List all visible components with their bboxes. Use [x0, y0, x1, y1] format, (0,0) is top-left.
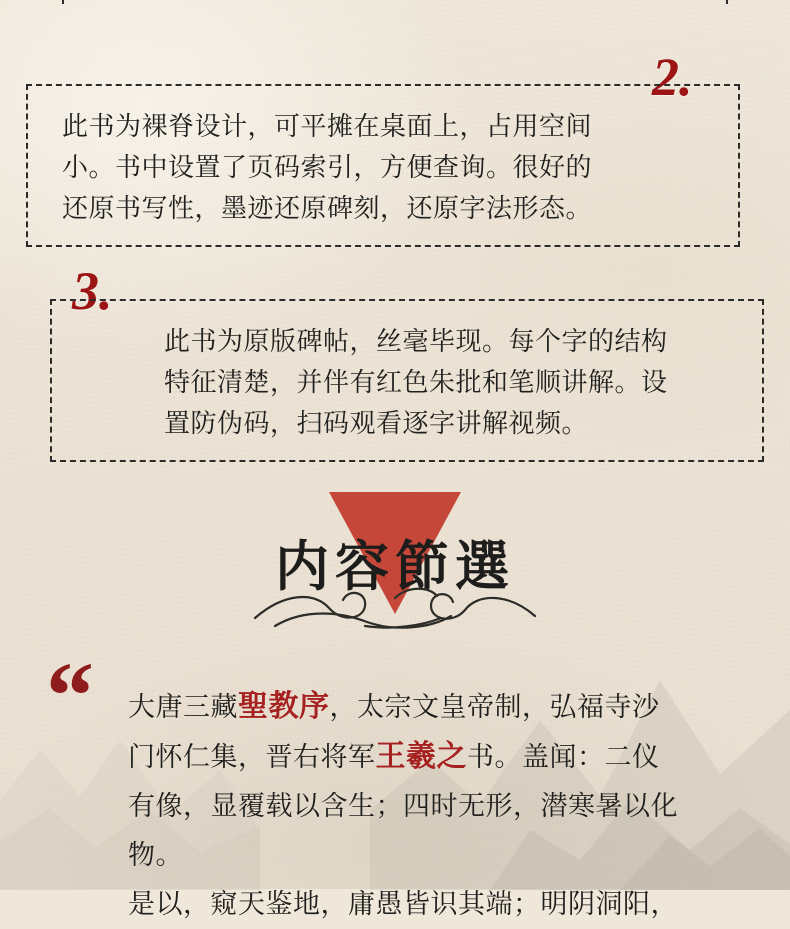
quote-highlight-name: 王羲之 [375, 740, 467, 773]
note-box-2 [26, 84, 740, 247]
cloud-swirl-decoration [245, 578, 545, 632]
quote-seg: 有像，显覆载以含生；四时无形，潜寒暑以化物。 [128, 791, 678, 870]
section-title: 内容節選 [275, 537, 515, 597]
quote-seg: 是以，窥天鉴地，庸愚皆识其端；明阴洞阳， [128, 889, 678, 919]
quote-seg: ，太宗文皇帝制，弘福寺沙 [329, 692, 660, 722]
note-2-line-3: 还原书写性，墨迹还原碑刻，还原字法形态。 [62, 194, 593, 223]
partial-note-box-top [62, 0, 728, 4]
note-box-3 [50, 299, 764, 462]
quote-line-2 [128, 732, 732, 782]
note-3-line-1: 此书为原版碑帖，丝毫毕现。每个字的结构 [164, 327, 668, 356]
quote-mark-icon: “ [46, 642, 90, 749]
quote-line-1 [128, 682, 732, 732]
note-marker-3: 3. [72, 261, 113, 321]
quote-seg: 门怀仁集，晋右将军 [128, 742, 376, 772]
note-2-line-1: 此书为裸脊设计，可平摊在桌面上，占用空间 [62, 112, 593, 141]
note-marker-2: 2. [652, 47, 693, 107]
quote-line-4 [128, 880, 732, 929]
quote-highlight-title: 聖教序 [238, 690, 330, 723]
section-heading [0, 492, 790, 632]
quote-body [128, 682, 732, 929]
note-3-line-2: 特征清楚，并伴有红色朱批和笔顺讲解。设 [164, 368, 668, 397]
quote-line-3 [128, 782, 732, 880]
note-3-line-3: 置防伪码，扫码观看逐字讲解视频。 [164, 409, 589, 438]
note-2-line-2: 小。书中设置了页码索引，方便查询。很好的 [62, 153, 593, 182]
quote-seg: 大唐三藏 [128, 692, 238, 722]
quote-seg: 书。盖闻：二仪 [467, 742, 660, 772]
